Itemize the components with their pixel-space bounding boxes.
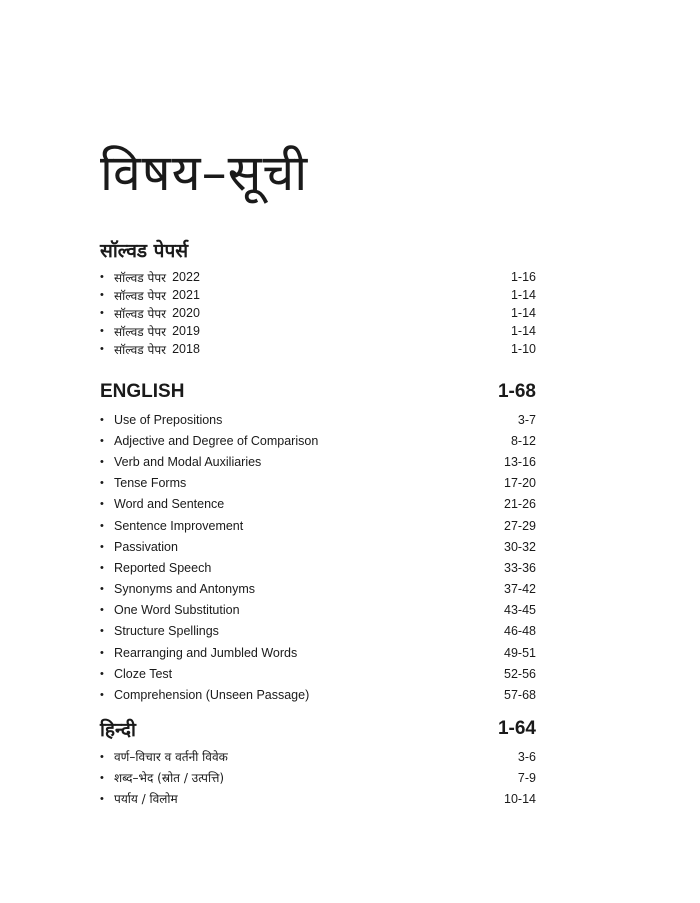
list-item [100, 409, 536, 430]
section-pages: 1-64 [497, 718, 536, 739]
section-heading [100, 236, 536, 264]
list-item [100, 621, 536, 642]
list-item [100, 600, 536, 621]
item-year: 2019 [172, 324, 200, 338]
item-pages: 21-26 [504, 497, 536, 512]
item-pages: 1-14 [510, 306, 536, 320]
item-pages: 33-36 [504, 560, 536, 575]
section-solved-papers [100, 236, 536, 358]
item-pages: 30-32 [504, 539, 536, 554]
bullet-icon: • [100, 307, 104, 319]
section-english [100, 378, 536, 706]
list-item [100, 430, 536, 451]
item-pages: 1-16 [510, 270, 536, 284]
item-label: Use of Prepositions [114, 412, 223, 427]
item-label: Adjective and Degree of Comparison [114, 433, 319, 448]
item-label: Sentence Improvement [114, 518, 244, 533]
item-label: सॉल्वड पेपर [114, 270, 167, 285]
item-label: Passivation [114, 539, 178, 554]
list-item [100, 451, 536, 472]
item-year: 2021 [172, 288, 200, 302]
list-item [100, 473, 536, 494]
bullet-icon: • [100, 343, 104, 355]
item-pages: 49-51 [504, 645, 536, 660]
item-pages: 10-14 [504, 791, 536, 806]
list-item [100, 788, 536, 809]
item-pages: 8-12 [510, 433, 536, 448]
bullet-icon: • [100, 625, 104, 638]
bullet-icon: • [100, 434, 104, 447]
solved-papers-list [100, 268, 536, 358]
item-label: Cloze Test [114, 666, 173, 681]
bullet-icon: • [100, 477, 104, 490]
bullet-icon: • [100, 771, 104, 784]
bullet-icon: • [100, 325, 104, 337]
bullet-icon: • [100, 667, 104, 680]
item-label: वर्ण–विचार व वर्तनी विवेक [114, 750, 228, 764]
item-label: पर्याय / विलोम [114, 792, 178, 806]
list-item [100, 515, 536, 536]
list-item [100, 684, 536, 705]
item-label: Verb and Modal Auxiliaries [114, 454, 262, 469]
bullet-icon: • [100, 289, 104, 301]
item-label: Rearranging and Jumbled Words [114, 645, 298, 660]
item-pages: 46-48 [504, 624, 536, 639]
bullet-icon: • [100, 792, 104, 805]
bullet-icon: • [100, 561, 104, 574]
item-pages: 27-29 [504, 518, 536, 533]
item-label: Tense Forms [114, 476, 187, 491]
section-heading [100, 715, 536, 743]
item-pages: 37-42 [504, 582, 536, 597]
bullet-icon: • [100, 689, 104, 702]
list-item [100, 557, 536, 578]
item-pages: 1-14 [510, 288, 536, 302]
page-title: विषय–सूची [100, 144, 309, 202]
item-pages: 7-9 [517, 770, 536, 785]
item-pages: 3-6 [517, 749, 536, 764]
item-year: 2022 [172, 270, 200, 284]
item-label: Comprehension (Unseen Passage) [114, 688, 310, 703]
item-pages: 13-16 [504, 454, 536, 469]
bullet-icon: • [100, 540, 104, 553]
section-pages: 1-68 [497, 381, 536, 402]
item-pages: 52-56 [504, 666, 536, 681]
list-item [100, 746, 536, 767]
item-label: One Word Substitution [114, 603, 240, 618]
list-item [100, 536, 536, 557]
list-item [100, 579, 536, 600]
list-item [100, 340, 536, 358]
list-item [100, 494, 536, 515]
item-label: Structure Spellings [114, 624, 219, 639]
list-item [100, 286, 536, 304]
item-pages: 1-10 [510, 342, 536, 356]
list-item [100, 322, 536, 340]
bullet-icon: • [100, 646, 104, 659]
list-item [100, 642, 536, 663]
list-item [100, 767, 536, 788]
item-pages: 57-68 [504, 688, 536, 703]
section-hindi [100, 715, 536, 809]
item-year: 2018 [172, 342, 200, 356]
section-heading-text: सॉल्वड पेपर्स [100, 240, 189, 262]
hindi-topics-list [100, 746, 536, 809]
item-label: सॉल्वड पेपर [114, 342, 167, 357]
bullet-icon: • [100, 413, 104, 426]
item-pages: 1-14 [510, 324, 536, 338]
item-label: Word and Sentence [114, 497, 225, 512]
item-label: Reported Speech [114, 560, 212, 575]
bullet-icon: • [100, 583, 104, 596]
item-pages: 17-20 [504, 476, 536, 491]
item-label: सॉल्वड पेपर [114, 288, 167, 303]
section-heading-text: हिन्दी [100, 719, 136, 741]
bullet-icon: • [100, 271, 104, 283]
item-pages: 3-7 [517, 412, 536, 427]
bullet-icon: • [100, 750, 104, 763]
bullet-icon: • [100, 604, 104, 617]
item-year: 2020 [172, 306, 200, 320]
item-label: सॉल्वड पेपर [114, 306, 167, 321]
list-item [100, 268, 536, 286]
bullet-icon: • [100, 519, 104, 532]
list-item [100, 663, 536, 684]
section-heading-text: ENGLISH [100, 381, 185, 402]
bullet-icon: • [100, 498, 104, 511]
english-topics-list [100, 409, 536, 706]
list-item [100, 304, 536, 322]
bullet-icon: • [100, 455, 104, 468]
item-label: सॉल्वड पेपर [114, 324, 167, 339]
item-label: शब्द–भेद (स्रोत / उत्पत्ति) [114, 771, 225, 785]
section-heading [100, 378, 536, 406]
item-label: Synonyms and Antonyms [114, 582, 256, 597]
item-pages: 43-45 [504, 603, 536, 618]
